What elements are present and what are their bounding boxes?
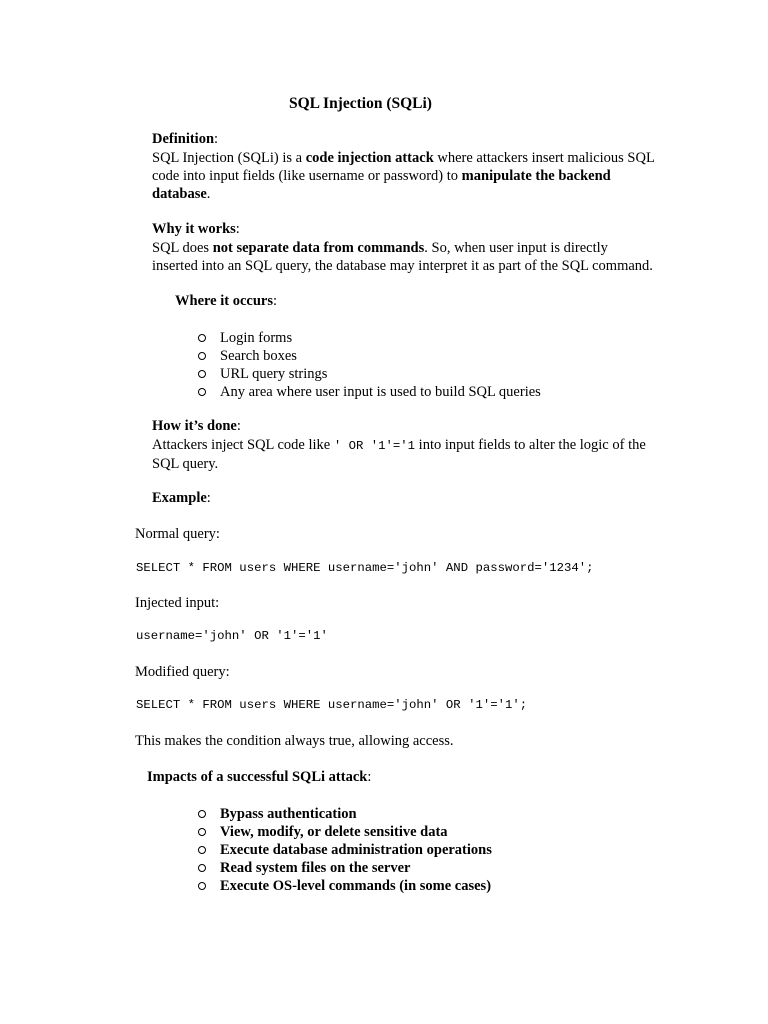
bullet-icon <box>198 846 206 854</box>
bullet-icon <box>198 388 206 396</box>
bullet-icon <box>198 334 206 342</box>
list-item: Execute OS-level commands (in some cases) <box>220 877 492 895</box>
list-item: Execute database administration operations <box>220 841 492 859</box>
why-heading: Why it works: <box>152 221 240 237</box>
list-item: View, modify, or delete sensitive data <box>220 823 492 841</box>
bullet-icon <box>198 882 206 890</box>
normal-query-code: SELECT * FROM users WHERE username='john' AND password='1234'; <box>136 561 594 575</box>
injected-input-code: username='john' OR '1'='1' <box>136 629 328 643</box>
list-item: Any area where user input is used to build SQL queries <box>220 383 541 401</box>
list-item: Login forms <box>220 329 541 347</box>
how-heading: How it’s done: <box>152 418 241 434</box>
example-heading: Example: <box>152 490 211 506</box>
bullet-icon <box>198 370 206 378</box>
list-item: Read system files on the server <box>220 859 492 877</box>
bullet-icon <box>198 352 206 360</box>
where-list <box>220 329 541 401</box>
bullet-icon <box>198 828 206 836</box>
example-conclusion: This makes the condition always true, allowing access. <box>135 733 454 749</box>
modified-query-label: Modified query: <box>135 664 230 680</box>
how-text: Attackers inject SQL code like ' OR '1'='1 into input fields to alter the logic of the SQL query. <box>152 437 646 472</box>
modified-query-code: SELECT * FROM users WHERE username='john' OR '1'='1'; <box>136 698 528 712</box>
definition-text: SQL Injection (SQLi) is a code injection attack where attackers insert malicious SQL code into input fields (like username or password) to manipulate the backend database. <box>152 150 655 202</box>
definition-heading: Definition: <box>152 131 219 147</box>
impacts-list <box>220 805 492 895</box>
where-heading: Where it occurs: <box>175 293 278 309</box>
inline-code: ' OR '1'='1 <box>333 439 416 453</box>
bullet-icon <box>198 810 206 818</box>
injected-input-label: Injected input: <box>135 595 220 611</box>
impacts-heading: Impacts of a successful SQLi attack: <box>147 769 372 785</box>
bullet-icon <box>198 864 206 872</box>
why-text: SQL does not separate data from commands. So, when user input is directly inserted into an SQL query, the database may interpret it as part of the SQL command. <box>152 240 653 274</box>
page-title: SQL Injection (SQLi) <box>289 95 432 112</box>
list-item: URL query strings <box>220 365 541 383</box>
list-item: Bypass authentication <box>220 805 492 823</box>
list-item: Search boxes <box>220 347 541 365</box>
normal-query-label: Normal query: <box>135 526 220 542</box>
